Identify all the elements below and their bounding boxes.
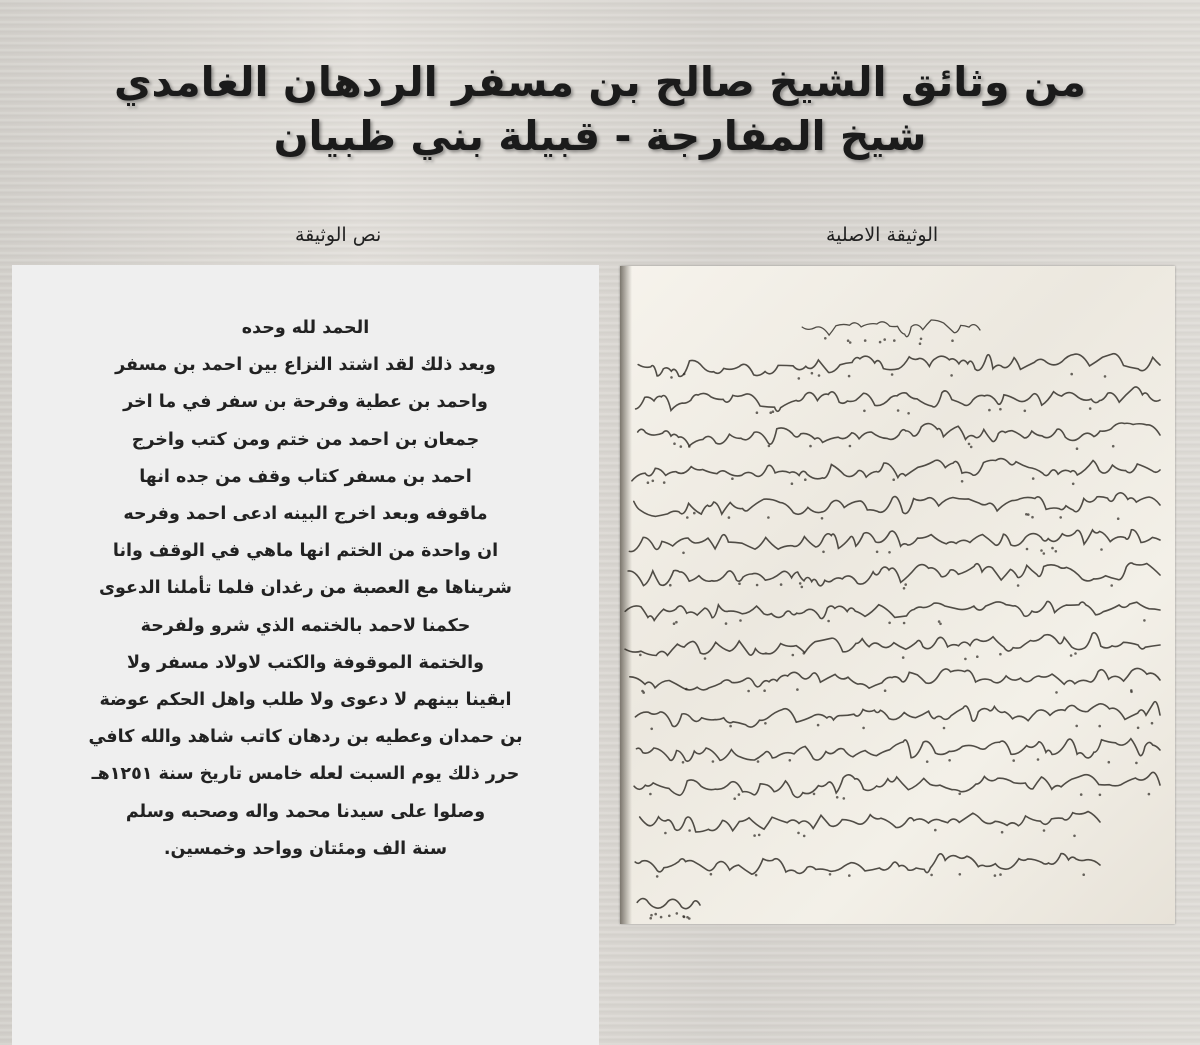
handwriting-dot: [756, 584, 759, 587]
transcript-line: سنة الف ومئتان وواحد وخمسين.: [163, 838, 448, 859]
handwriting-dot: [731, 477, 734, 480]
handwriting-dot: [951, 339, 954, 342]
transcript-line: وصلوا على سيدنا محمد واله وصحبه وسلم: [125, 801, 486, 822]
handwriting-line: [635, 702, 1160, 727]
handwriting-dot: [680, 445, 683, 448]
handwriting-dot: [693, 512, 696, 515]
handwriting-dot: [656, 875, 659, 878]
handwriting-dot: [1104, 375, 1107, 378]
handwriting-dot: [688, 829, 691, 832]
handwriting-dot: [1001, 831, 1004, 834]
handwriting-dot: [818, 374, 821, 377]
handwriting-dot: [738, 582, 741, 585]
handwriting-dot: [862, 727, 865, 730]
handwriting-dot: [756, 411, 759, 414]
handwriting-dot: [903, 587, 906, 590]
handwriting-dot: [999, 408, 1002, 411]
handwriting-dot: [683, 373, 686, 376]
handwriting-line: [628, 563, 1160, 586]
handwriting-dot: [836, 796, 839, 799]
handwriting-dot: [934, 829, 937, 832]
handwriting-dot: [829, 873, 832, 876]
handwriting-dot: [994, 874, 997, 877]
handwriting-dot: [1130, 691, 1133, 694]
handwriting-dot: [673, 442, 676, 445]
handwriting-dot: [753, 834, 756, 837]
handwriting-dot: [849, 341, 852, 344]
handwriting-dot: [767, 516, 770, 519]
handwriting-dot: [863, 410, 866, 413]
handwriting-dot: [763, 689, 766, 692]
handwriting-dot: [1073, 835, 1076, 838]
handwriting-dot: [798, 377, 801, 380]
handwriting-dot: [1031, 516, 1034, 519]
handwriting-dot: [920, 338, 923, 341]
handwriting-dot: [1137, 727, 1140, 730]
handwriting-dot: [797, 832, 800, 835]
handwriting-dot: [685, 688, 688, 691]
handwriting-dot: [988, 409, 991, 412]
handwriting-dot: [1100, 548, 1103, 551]
handwriting-dot: [827, 620, 830, 623]
handwriting-dot: [1117, 517, 1120, 520]
handwriting-dot: [968, 443, 971, 446]
handwriting-dot: [682, 915, 685, 918]
handwriting-line: [625, 633, 1160, 656]
transcript-line: حرر ذلك يوم السبت لعله خامس تاريخ سنة ١٢٥١هـ: [91, 764, 520, 785]
handwriting-line: [625, 601, 1160, 620]
handwriting-line: [630, 668, 1160, 689]
handwriting-dot: [682, 552, 685, 555]
handwriting-dot: [799, 582, 802, 585]
transcript-line: جمعان بن احمد من ختم ومن كتب واخرج: [131, 429, 480, 450]
handwriting-dot: [1012, 759, 1015, 762]
handwriting-dot: [1080, 793, 1083, 796]
handwriting-dot: [964, 658, 967, 661]
original-document-photo: [620, 266, 1175, 924]
page-title: من وثائق الشيخ صالح بن مسفر الردهان الغامدي: [113, 58, 1087, 106]
handwriting-dot: [1055, 691, 1058, 694]
handwriting-dot: [747, 690, 750, 693]
handwriting-dot: [948, 759, 951, 762]
handwriting-dot: [1135, 762, 1138, 765]
handwriting-dot: [888, 622, 891, 625]
handwriting-dot: [1043, 829, 1046, 832]
handwriting-dot: [686, 516, 689, 519]
handwriting-dot: [772, 410, 775, 413]
handwriting-dot: [738, 793, 741, 796]
handwriting-line: [802, 320, 980, 337]
handwriting-dot: [1051, 547, 1054, 550]
handwriting-dot: [821, 517, 824, 520]
handwriting-line: [635, 854, 1100, 875]
handwriting-dot: [670, 376, 673, 379]
handwriting-dot: [688, 917, 691, 920]
handwriting-dot: [959, 873, 962, 876]
handwriting-dot: [792, 654, 795, 657]
handwriting-dot: [1082, 873, 1085, 876]
handwriting-dot: [650, 914, 653, 917]
handwriting-dot: [1037, 758, 1040, 761]
handwriting-dot: [976, 655, 979, 658]
handwriting-dot: [939, 623, 942, 626]
handwriting-dot: [755, 874, 758, 877]
handwriting-line: [636, 387, 1160, 411]
handwriting-dot: [663, 481, 666, 484]
transcript-line: شريناها مع العصبة من رغدان فلما تأملنا الدعوى: [98, 578, 512, 599]
handwriting-line: [629, 530, 1160, 552]
transcript-line: ماقوفه وبعد اخرج البينه ادعى احمد وفرحه: [123, 504, 488, 525]
handwriting-dot: [893, 339, 896, 342]
handwriting-dot: [813, 793, 816, 796]
handwriting-dot: [710, 873, 713, 876]
handwriting-dot: [958, 793, 961, 796]
transcript-text: [12, 310, 599, 868]
transcript-line: واحمد بن عطية وفرحة بن سفر في ما اخر: [123, 392, 488, 413]
transcript-label: نص الوثيقة: [295, 224, 382, 246]
handwriting-dot: [938, 620, 941, 623]
handwriting-dot: [883, 338, 886, 341]
handwriting-dot: [943, 727, 946, 730]
transcript-line: والختمة الموقوفة والكتب لاولاد مسفر ولا: [126, 652, 485, 673]
transcript-line: حكمنا لاحمد بالختمه الذي شرو ولفرحة: [140, 615, 471, 636]
handwriting-dot: [676, 912, 679, 915]
handwriting-dot: [1024, 410, 1027, 413]
handwriting-dot: [642, 691, 645, 694]
handwriting-dot: [848, 375, 851, 378]
handwriting-dot: [822, 551, 825, 554]
handwriting-line: [637, 899, 700, 909]
handwriting-dot: [682, 761, 685, 764]
handwriting-dot: [673, 622, 676, 625]
handwriting-dot: [903, 622, 906, 625]
handwriting-dot: [803, 652, 806, 655]
handwriting-dot: [847, 339, 850, 342]
handwriting-dot: [796, 688, 799, 691]
original-document-label: الوثيقة الاصلية: [826, 224, 939, 246]
handwriting-dot: [639, 654, 642, 657]
handwriting-dot: [904, 583, 907, 586]
handwriting-dot: [970, 446, 973, 449]
transcript-line: الحمد لله وحده: [241, 318, 370, 338]
handwriting-illustration: [620, 266, 1175, 924]
handwriting-dot: [660, 916, 663, 919]
handwriting-dot: [1098, 725, 1101, 728]
handwriting-dot: [789, 759, 792, 762]
handwriting-line: [632, 459, 1160, 481]
handwriting-line: [638, 354, 1160, 377]
handwriting-dot: [1089, 407, 1092, 410]
handwriting-dot: [688, 445, 691, 448]
transcript-line: ان واحدة من الختم انها ماهي في الوقف وانا: [112, 541, 499, 562]
handwriting-dot: [803, 835, 806, 838]
handwriting-dot: [961, 480, 964, 483]
handwriting-dot: [892, 478, 895, 481]
handwriting-dot: [1059, 516, 1062, 519]
handwriting-dot: [725, 622, 728, 625]
handwriting-dot: [649, 917, 652, 920]
transcript-panel: [12, 265, 599, 1045]
handwriting-dot: [654, 913, 657, 916]
handwriting-line: [638, 423, 1160, 446]
handwriting-dot: [1025, 513, 1028, 516]
handwriting-dot: [1070, 373, 1073, 376]
handwriting-dot: [1143, 619, 1146, 622]
handwriting-dot: [733, 797, 736, 800]
handwriting-dot: [926, 760, 929, 763]
handwriting-dot: [664, 832, 667, 835]
handwriting-line: [640, 812, 1100, 832]
handwriting-dot: [1026, 548, 1029, 551]
handwriting-dot: [1017, 584, 1020, 587]
handwriting-dot: [728, 516, 731, 519]
handwriting-dot: [848, 874, 851, 877]
handwriting-dot: [843, 797, 846, 800]
handwriting-dot: [757, 760, 760, 763]
handwriting-dot: [1040, 549, 1043, 552]
handwriting-dot: [879, 341, 882, 344]
handwriting-dot: [884, 689, 887, 692]
handwriting-dot: [919, 342, 922, 345]
handwriting-dot: [849, 445, 852, 448]
handwriting-dot: [1110, 584, 1113, 587]
handwriting-dot: [1148, 793, 1151, 796]
handwriting-dot: [768, 445, 771, 448]
page-subtitle: شيخ المفارجة - قبيلة بني ظبيان: [273, 112, 927, 160]
handwriting-dot: [888, 551, 891, 554]
handwriting-dot: [650, 728, 653, 731]
handwriting-dot: [1055, 550, 1058, 553]
handwriting-dot: [675, 621, 678, 624]
handwriting-dot: [999, 653, 1002, 656]
handwriting-dot: [649, 793, 652, 796]
handwriting-dot: [712, 760, 715, 763]
handwriting-dot: [801, 586, 804, 589]
handwriting-dot: [668, 915, 671, 918]
handwriting-dot: [1076, 447, 1079, 450]
handwriting-dot: [1074, 652, 1077, 655]
handwriting-dot: [1112, 445, 1115, 448]
handwriting-dot: [907, 412, 910, 415]
handwriting-dot: [817, 724, 820, 727]
handwriting-dot: [1032, 477, 1035, 480]
handwriting-dot: [824, 337, 827, 340]
handwriting-dot: [999, 873, 1002, 876]
handwriting-dot: [1099, 794, 1102, 797]
handwriting-dot: [739, 619, 742, 622]
handwriting-dot: [811, 372, 814, 375]
handwriting-dot: [809, 445, 812, 448]
transcript-line: بن حمدان وعطيه بن ردهان كاتب شاهد والله كافي: [88, 727, 523, 748]
handwriting-dot: [1108, 761, 1111, 764]
transcript-line: احمد بن مسفر كتاب وقف من جده انها: [139, 466, 472, 487]
handwriting-dot: [1151, 722, 1154, 725]
handwriting-dot: [704, 657, 707, 660]
handwriting-line: [634, 493, 1160, 517]
handwriting-dot: [758, 834, 761, 837]
handwriting-dot: [764, 722, 767, 725]
handwriting-dot: [1072, 483, 1075, 486]
handwriting-dot: [729, 725, 732, 728]
handwriting-dot: [864, 339, 867, 342]
handwriting-dot: [930, 874, 933, 877]
transcript-line: وبعد ذلك لقد اشتد النزاع بين احمد بن مسفر: [115, 355, 496, 376]
handwriting-dot: [876, 551, 879, 554]
handwriting-dot: [647, 481, 650, 484]
handwriting-dot: [780, 583, 783, 586]
handwriting-dot: [897, 409, 900, 412]
handwriting-dot: [669, 584, 672, 587]
transcript-line: ابقينا بينهم لا دعوى ولا طلب واهل الحكم عوضة: [99, 690, 512, 711]
handwriting-dot: [891, 373, 894, 376]
handwriting-dot: [652, 480, 655, 483]
handwriting-dot: [1043, 552, 1046, 555]
handwriting-dot: [804, 478, 807, 481]
handwriting-dot: [950, 374, 953, 377]
handwriting-dot: [1070, 654, 1073, 657]
handwriting-line: [637, 739, 1161, 762]
handwriting-dot: [1075, 725, 1078, 728]
handwriting-dot: [791, 482, 794, 485]
handwriting-dot: [902, 656, 905, 659]
